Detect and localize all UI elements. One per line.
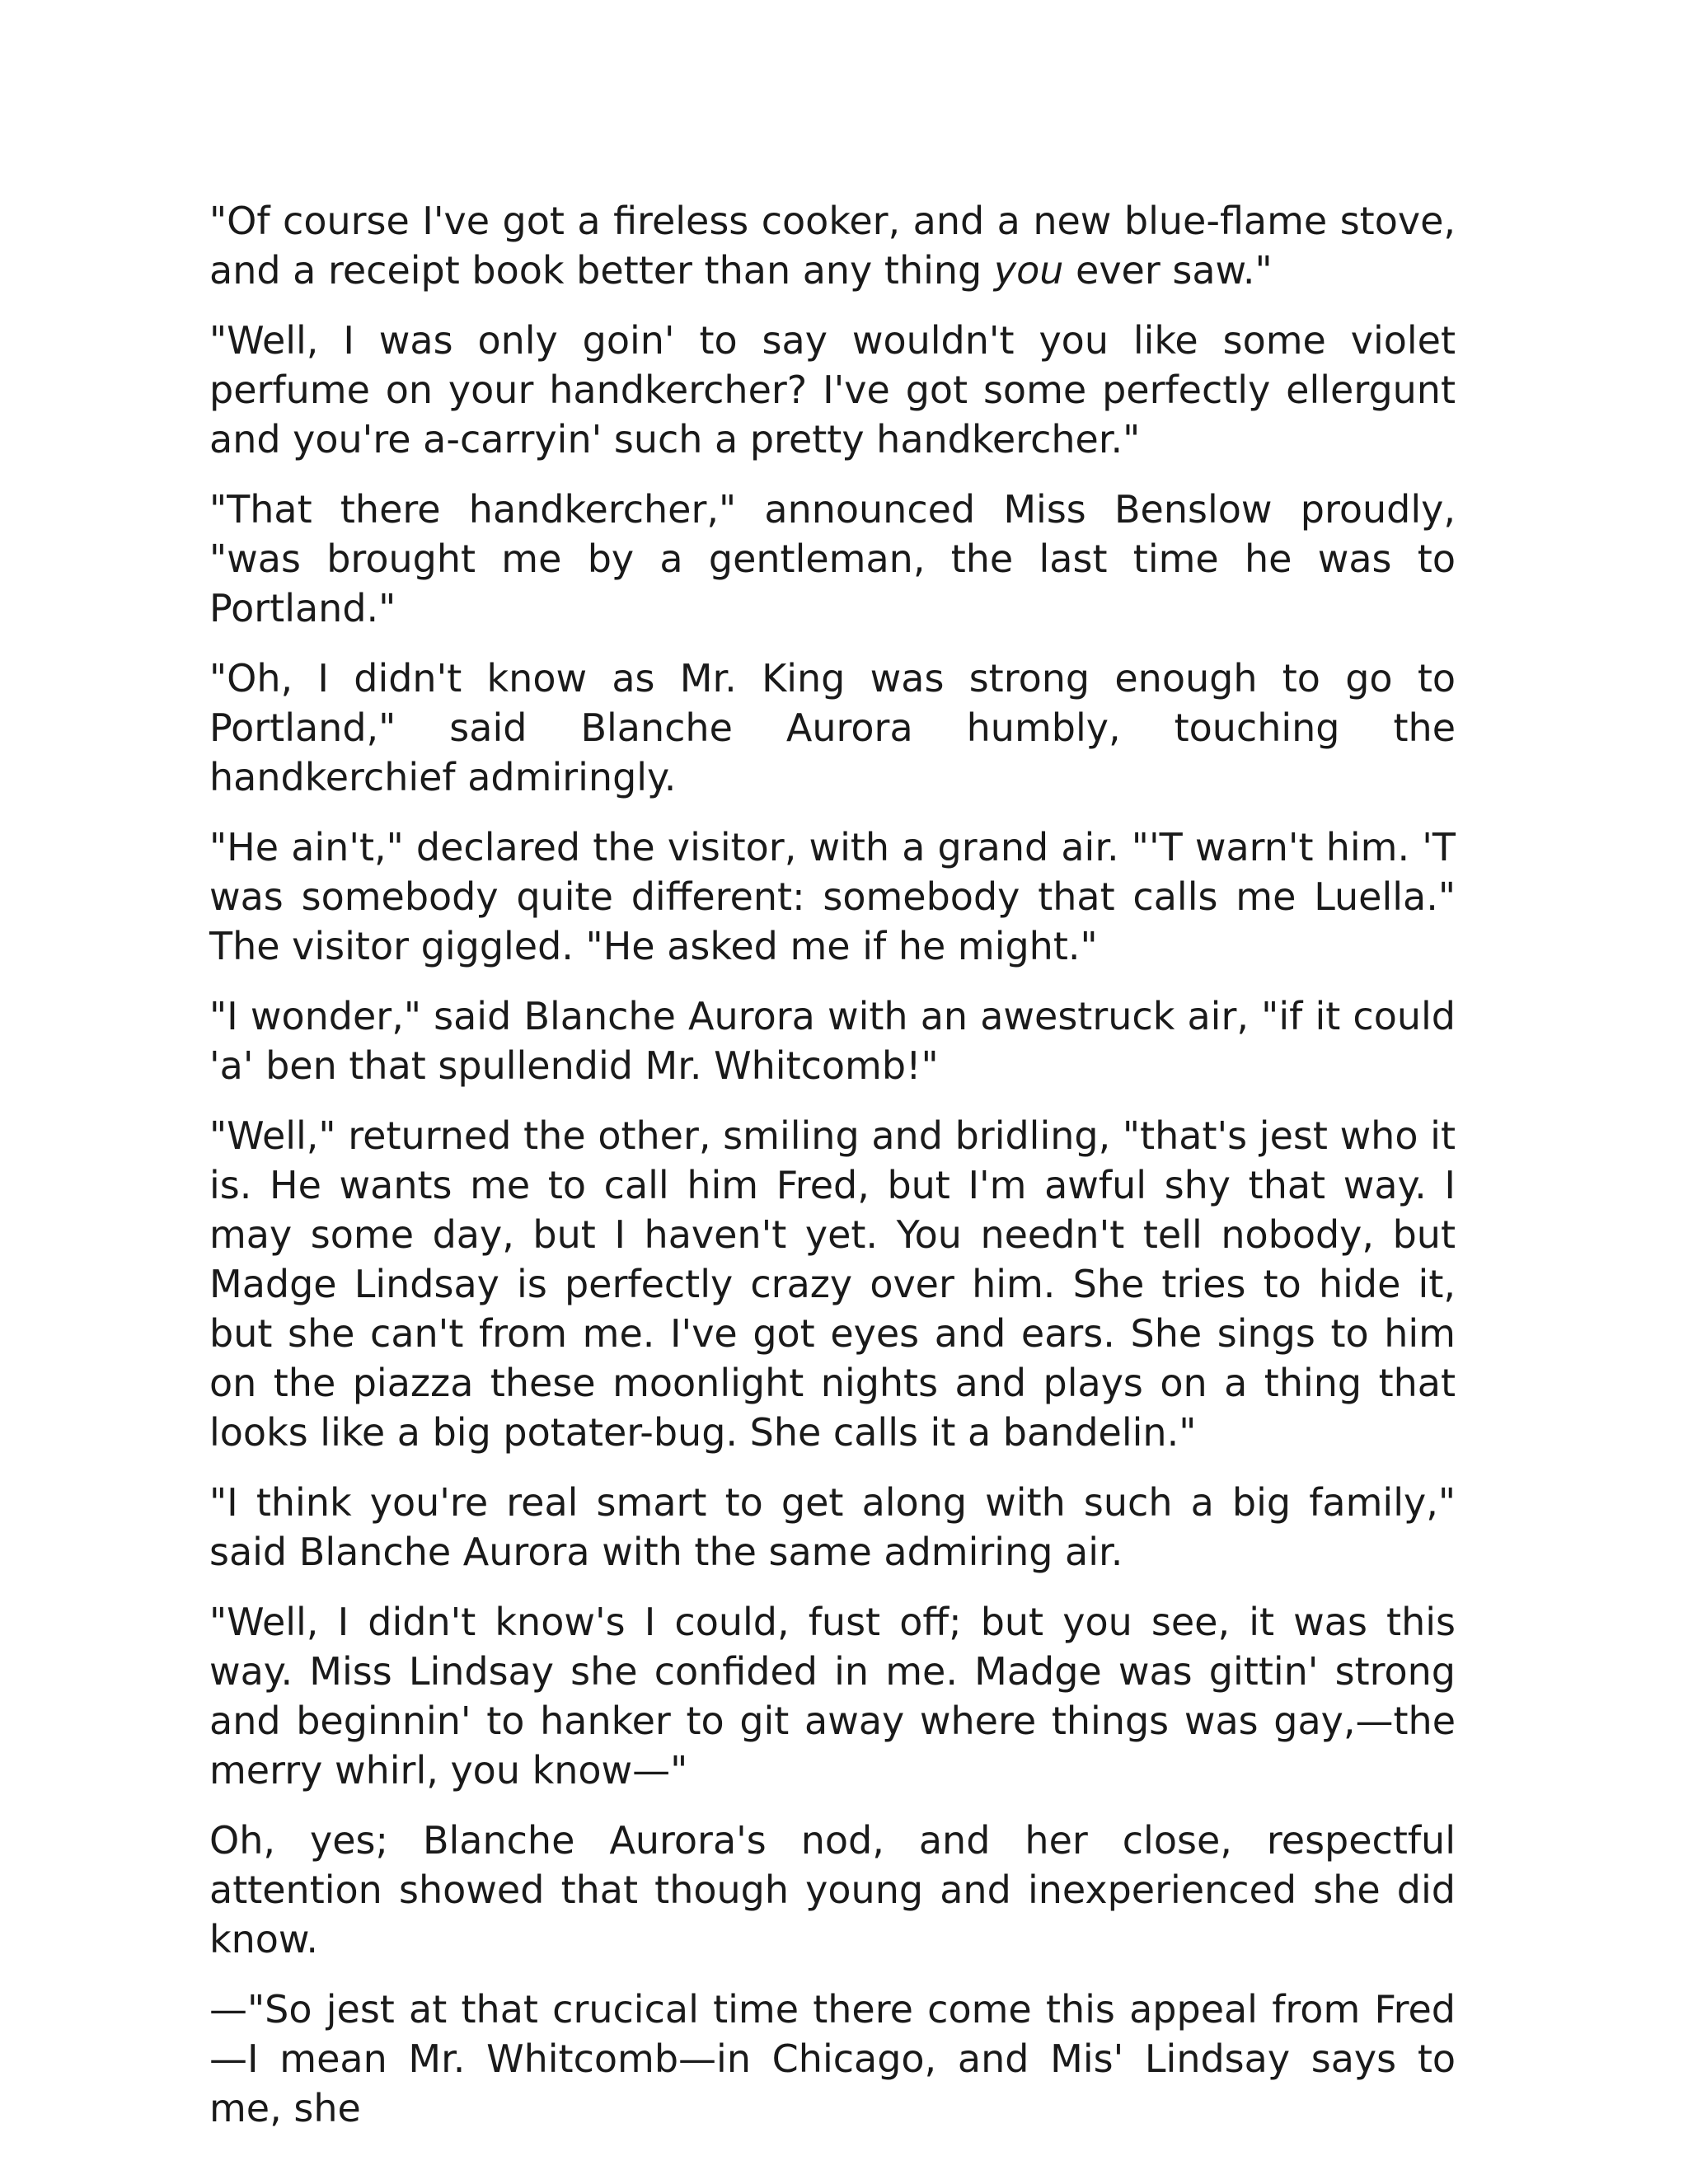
paragraph-11: —"So jest at that crucical time there come this appeal from Fred—I mean Mr. Whitcomb—in Chicago, and Mis' Lindsay says to me, she <box>209 1987 1456 2130</box>
paragraph-1 <box>209 196 1456 295</box>
paragraph-8: "I think you're real smart to get along with such a big family," said Blanche Aurora with the same admiring air. <box>209 1480 1456 1574</box>
paragraph-3: "That there handkercher," announced Miss Benslow proudly, "was brought me by a gentleman, the last time he was to Portland." <box>209 487 1456 630</box>
paragraph-4: "Oh, I didn't know as Mr. King was strong enough to go to Portland," said Blanche Aurora humbly, touching the handkerchief admiringly. <box>209 656 1456 799</box>
paragraph-2: "Well, I was only goin' to say wouldn't you like some violet perfume on your handkercher? I've got some perfectly ellergunt and you're a-carryin' such a pretty handkercher." <box>209 318 1456 462</box>
paragraph-7: "Well," returned the other, smiling and bridling, "that's jest who it is. He wants me to call him Fred, but I'm awful shy that way. I may some day, but I haven't yet. You needn't tell nobody, but Madge Lindsay is perfectly crazy over him. She tries to hide it, but she can't from me. I've got eyes and ears. She sings to him on the piazza these moonlight nights and plays on a thing that looks like a big potater-bug. She calls it a bandelin." <box>209 1113 1456 1455</box>
paragraph-6: "I wonder," said Blanche Aurora with an awestruck air, "if it could 'a' ben that spullendid Mr. Whitcomb!" <box>209 994 1456 1088</box>
book-page <box>209 196 1456 2154</box>
paragraph-5: "He ain't," declared the visitor, with a grand air. "'T warn't him. 'T was somebody quite different: somebody that calls me Luella." The visitor giggled. "He asked me if he might." <box>209 825 1456 968</box>
paragraph-9: "Well, I didn't know's I could, fust off; but you see, it was this way. Miss Lindsay she confided in me. Madge was gittin' strong and beginnin' to hanker to git away where things was gay,—the merry whirl, you know—" <box>209 1600 1456 1793</box>
paragraph-1-emphasis: you <box>993 248 1064 293</box>
paragraph-1-text-after: ever saw." <box>1063 248 1273 293</box>
paragraph-10: Oh, yes; Blanche Aurora's nod, and her close, respectful attention showed that though young and inexperienced she did know. <box>209 1818 1456 1961</box>
paragraph-1-text-before: "Of course I've got a fireless cooker, and a new blue-flame stove, and a receipt book better than any thing <box>209 199 1456 293</box>
